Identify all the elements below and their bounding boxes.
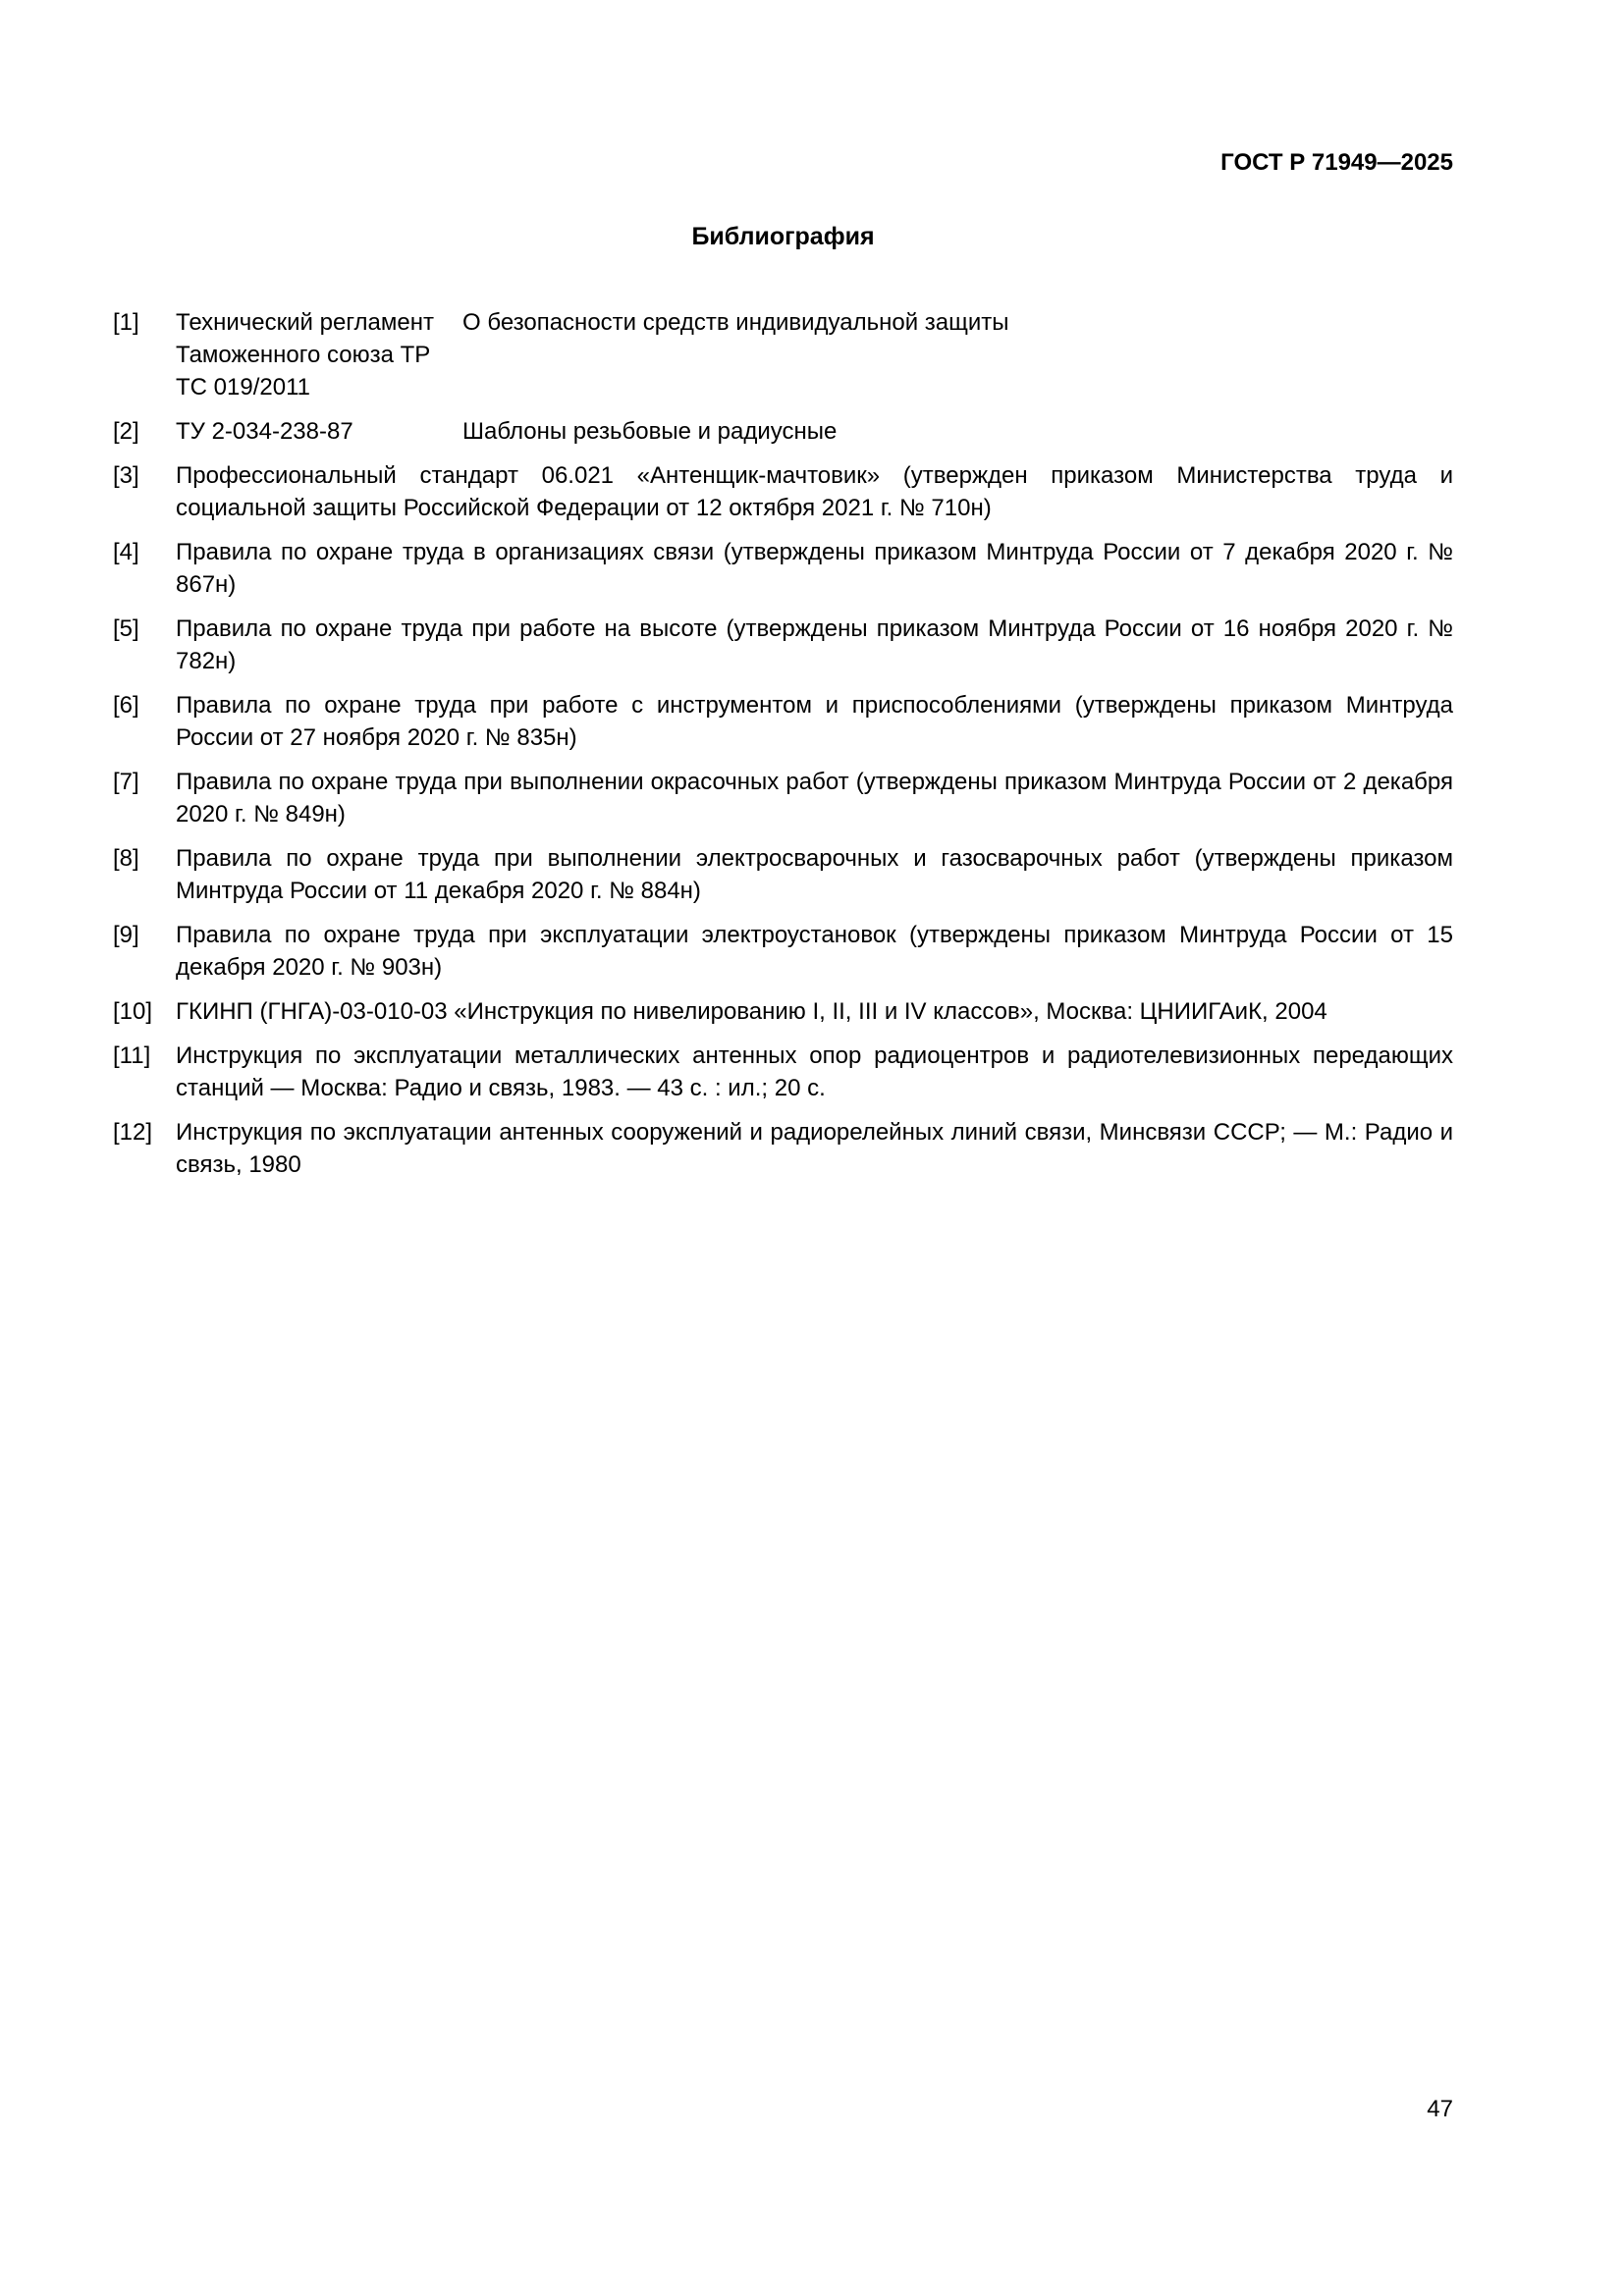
entry-number: [2] xyxy=(113,418,139,445)
bibliography-entry xyxy=(113,995,1453,1028)
entry-text: Правила по охране труда при выполнении электросварочных и газосварочных работ (утверждены приказом Минтруда России от 11 декабря 2020 г. № 884н) xyxy=(176,845,1453,904)
bibliography-entry xyxy=(113,842,1453,907)
bibliography-entry xyxy=(113,613,1453,677)
entry-text: Правила по охране труда при работе на высоте (утверждены приказом Минтруда России от 16 ноября 2020 г. № 782н) xyxy=(176,615,1453,674)
entry-text: Инструкция по эксплуатации антенных сооружений и радиорелейных линий связи, Минсвязи СССР; — М.: Радио и связь, 1980 xyxy=(176,1119,1453,1178)
entry-text: Инструкция по эксплуатации металлических антенных опор радиоцентров и радиотелевизионных передающих станций — Москва: Радио и связь, 1983. — 43 с. : ил.; 20 с. xyxy=(176,1042,1453,1101)
entry-text: Правила по охране труда при выполнении окрасочных работ (утверждены приказом Минтруда России от 2 декабря 2020 г. № 849н) xyxy=(176,769,1453,828)
entry-number: [4] xyxy=(113,539,139,565)
entry-number: [5] xyxy=(113,615,139,642)
entry-number: [3] xyxy=(113,462,139,489)
entry-number: [10] xyxy=(113,998,153,1025)
bibliography-entry xyxy=(113,766,1453,830)
document-header: ГОСТ Р 71949—2025 xyxy=(1220,149,1453,176)
entry-label: Технический регламент Таможенного союза ТР ТС 019/2011 xyxy=(176,309,434,400)
bibliography-list xyxy=(113,306,1453,1181)
entry-number: [8] xyxy=(113,845,139,872)
bibliography-entry xyxy=(113,306,1453,403)
page-title: Библиография xyxy=(691,223,875,250)
entry-number: [1] xyxy=(113,309,139,336)
bibliography-entry xyxy=(113,919,1453,984)
entry-text: Правила по охране труда при эксплуатации электроустановок (утверждены приказом Минтруда России от 15 декабря 2020 г. № 903н) xyxy=(176,922,1453,981)
bibliography-entry xyxy=(113,459,1453,524)
entry-text: Правила по охране труда в организациях связи (утверждены приказом Минтруда России от 7 декабря 2020 г. № 867н) xyxy=(176,539,1453,598)
entry-number: [12] xyxy=(113,1119,153,1146)
bibliography-entry xyxy=(113,689,1453,754)
entry-number: [7] xyxy=(113,769,139,795)
bibliography-entry xyxy=(113,536,1453,601)
entry-number: [11] xyxy=(113,1042,151,1069)
entry-text: Правила по охране труда при работе с инструментом и приспособлениями (утверждены приказом Минтруда России от 27 ноября 2020 г. № 835н) xyxy=(176,692,1453,751)
entry-text: ГКИНП (ГНГА)-03-010-03 «Инструкция по нивелированию I, II, III и IV классов», Москва: ЦНИИГАиК, 2004 xyxy=(176,998,1327,1025)
bibliography-entry xyxy=(113,1116,1453,1181)
page-number: 47 xyxy=(1427,2096,1453,2122)
entry-text: О безопасности средств индивидуальной защиты xyxy=(462,309,1009,336)
bibliography-entry xyxy=(113,415,1453,448)
entry-number: [6] xyxy=(113,692,139,719)
entry-label: ТУ 2-034-238-87 xyxy=(176,418,353,445)
entry-text: Шаблоны резьбовые и радиусные xyxy=(462,418,838,445)
bibliography-entry xyxy=(113,1040,1453,1104)
entry-text: Профессиональный стандарт 06.021 «Антенщик-мачтовик» (утвержден приказом Министерства труда и социальной защиты Российской Федерации от 12 октября 2021 г. № 710н) xyxy=(176,462,1453,521)
entry-number: [9] xyxy=(113,922,139,948)
